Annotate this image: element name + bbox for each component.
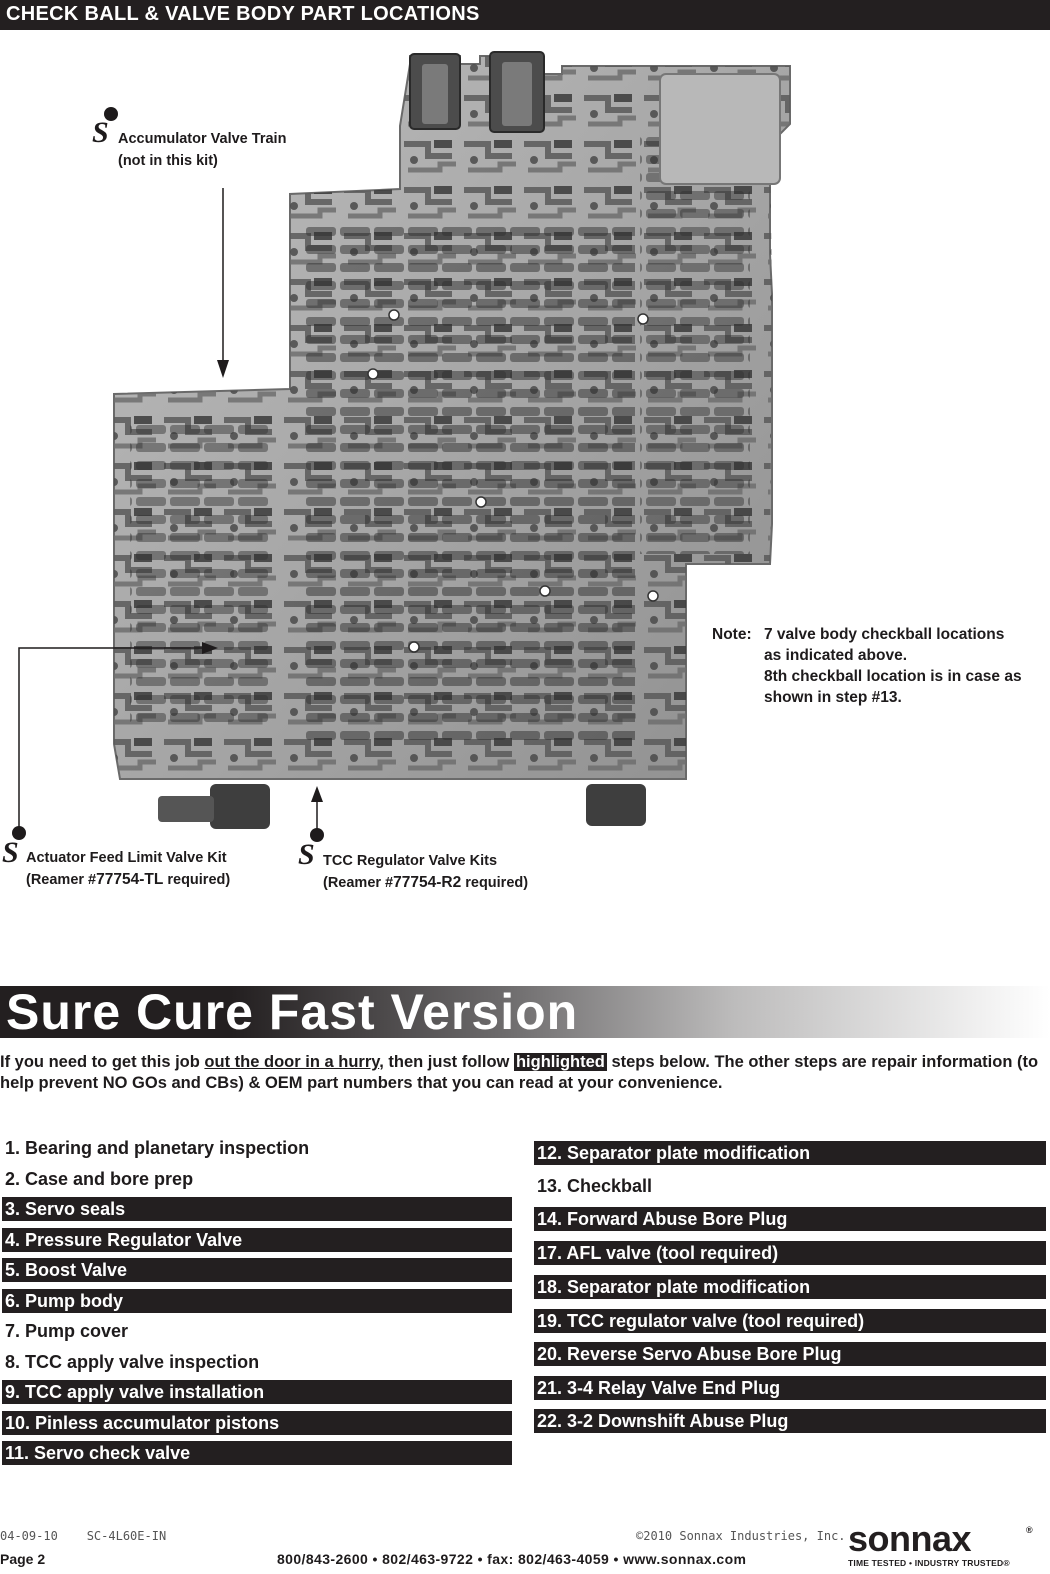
tcc-callout-note <box>323 872 528 894</box>
actuator-callout <box>26 847 230 891</box>
accumulator-arrowhead <box>217 360 229 378</box>
tcc-callout-title: TCC Regulator Valve Kits <box>323 853 498 869</box>
reamer-part-number: 77754-R2 <box>393 874 462 891</box>
step-item: 21. 3-4 Relay Valve End Plug <box>534 1376 1046 1400</box>
logo-wordmark: sonnax <box>848 1518 972 1559</box>
footer-doc-info <box>0 1529 166 1543</box>
step-item: 2. Case and bore prep <box>5 1169 194 1189</box>
accumulator-callout-note: (not in this kit) <box>118 153 218 169</box>
actuator-callout-note <box>26 869 230 891</box>
step-item: 13. Checkball <box>537 1176 653 1196</box>
sonnax-s-icon: S <box>92 116 109 149</box>
footer-contacts: 800/843-2600 • 802/463-9722 • fax: 802/463-4059 • www.sonnax.com <box>277 1551 747 1567</box>
step-item: 11. Servo check valve <box>2 1441 512 1465</box>
note-line: 8th checkball location is in case as <box>764 668 1022 685</box>
step-item: 20. Reverse Servo Abuse Bore Plug <box>534 1342 1046 1366</box>
step-item: 14. Forward Abuse Bore Plug <box>534 1207 1046 1231</box>
sonnax-s-icon: S <box>2 836 19 869</box>
reamer-prefix: (Reamer # <box>26 872 97 888</box>
note-label: Note: <box>712 626 752 643</box>
footer-date: 04-09-10 <box>0 1529 58 1543</box>
tcc-callout <box>323 850 528 894</box>
note-line: shown in step #13. <box>764 689 902 706</box>
step-item: 3. Servo seals <box>2 1197 512 1221</box>
actuator-leader-line <box>19 648 210 830</box>
step-item: 19. TCC regulator valve (tool required) <box>534 1309 1046 1333</box>
step-item: 18. Separator plate modification <box>534 1275 1046 1299</box>
step-item: 6. Pump body <box>2 1289 512 1313</box>
logo-registered-mark: ® <box>1026 1525 1033 1535</box>
version-title: Sure Cure Fast Version <box>6 984 579 1040</box>
step-item: 12. Separator plate modification <box>534 1141 1046 1165</box>
sonnax-logo <box>848 1518 1040 1571</box>
step-item: 8. TCC apply valve inspection <box>5 1352 260 1372</box>
note-lines <box>764 624 1022 708</box>
reamer-suffix: required) <box>163 872 231 888</box>
step-item: 22. 3-2 Downshift Abuse Plug <box>534 1409 1046 1433</box>
footer-page-number: Page 2 <box>0 1551 46 1567</box>
actuator-arrowhead <box>202 642 218 654</box>
intro-text: steps below. The other steps are repair information (to help prevent NO GOs and CBs) & OEM part numbers that you can read at your convenience. <box>0 1053 1039 1092</box>
note-line: 7 valve body checkball locations <box>764 626 1005 643</box>
intro-highlighted-word: highlighted <box>515 1053 605 1071</box>
reamer-suffix: required) <box>461 875 529 891</box>
step-item: 4. Pressure Regulator Valve <box>2 1228 512 1252</box>
step-item: 1. Bearing and planetary inspection <box>5 1138 310 1158</box>
checkball-note <box>712 624 1022 708</box>
actuator-callout-title: Actuator Feed Limit Valve Kit <box>26 850 227 866</box>
step-item: 5. Boost Valve <box>2 1258 512 1282</box>
step-item: 17. AFL valve (tool required) <box>534 1241 1046 1265</box>
sonnax-s-icon: S <box>298 838 315 871</box>
logo-tagline: TIME TESTED • INDUSTRY TRUSTED® <box>848 1558 1010 1568</box>
tcc-arrowhead <box>311 786 323 802</box>
step-item: 9. TCC apply valve installation <box>2 1380 512 1404</box>
accumulator-callout-title: Accumulator Valve Train <box>118 131 287 147</box>
intro-text: , then just follow <box>379 1053 514 1071</box>
intro-text: If you need to get this job <box>0 1053 205 1071</box>
intro-paragraph <box>0 1052 1048 1094</box>
reamer-prefix: (Reamer # <box>323 875 394 891</box>
step-item: 10. Pinless accumulator pistons <box>2 1411 512 1435</box>
step-item: 7. Pump cover <box>5 1321 129 1341</box>
footer-doc-code: SC-4L60E-IN <box>86 1529 167 1543</box>
reamer-part-number: 77754-TL <box>96 871 164 888</box>
accumulator-callout <box>118 128 286 172</box>
page-title: CHECK BALL & VALVE BODY PART LOCATIONS <box>6 3 480 25</box>
intro-underlined-text: out the door in a hurry <box>204 1053 380 1071</box>
footer-copyright: ©2010 Sonnax Industries, Inc. <box>636 1529 846 1543</box>
note-line: as indicated above. <box>764 647 907 664</box>
